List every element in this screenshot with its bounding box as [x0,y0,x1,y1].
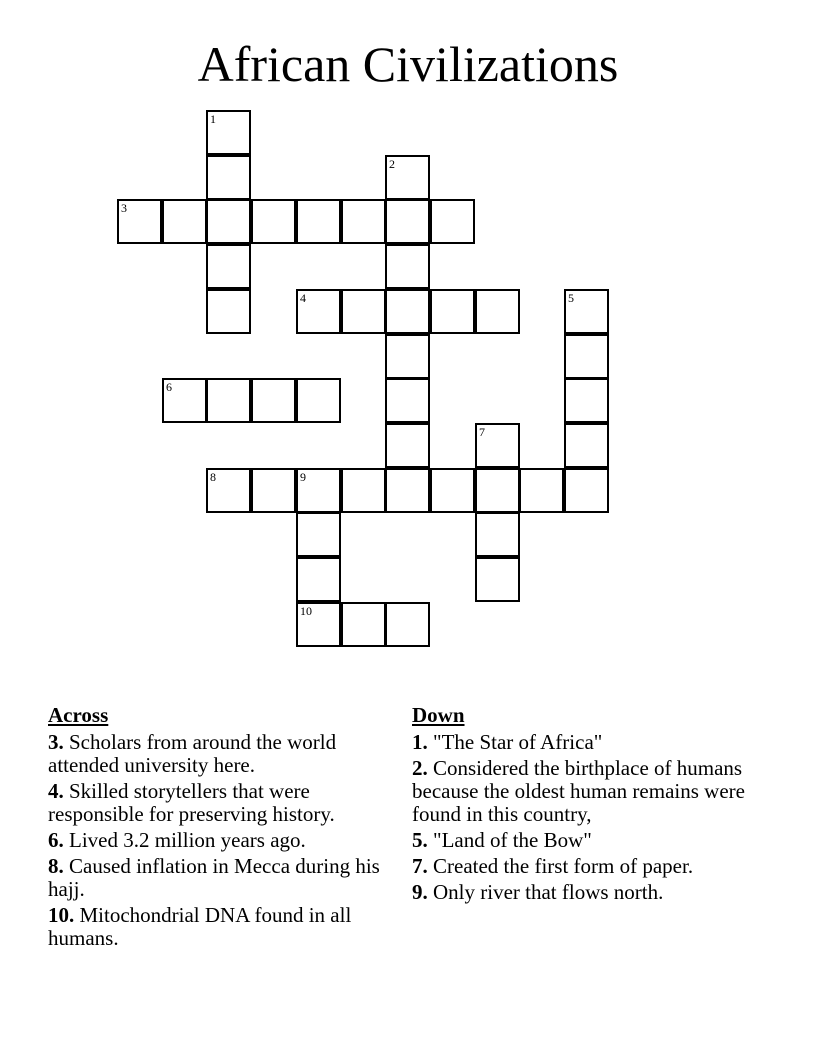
grid-cell[interactable] [296,199,341,244]
grid-cell[interactable] [296,602,341,647]
grid-cell[interactable] [296,378,341,423]
grid-cell[interactable] [162,199,207,244]
grid-cell[interactable] [475,423,520,468]
clue-number: 6 [166,380,172,394]
across-heading: Across [48,703,109,727]
grid-cell[interactable] [206,378,251,423]
clue-text: Considered the birthplace of humans because the oldest human remains were found in this country, [412,756,745,826]
clue-number: 10. [48,903,75,927]
grid-cell[interactable] [341,468,386,513]
grid-cell[interactable] [430,199,475,244]
grid-cell[interactable] [519,468,564,513]
clue-number: 1. [412,730,428,754]
clue-number: 7 [479,425,485,439]
clue-number: 9. [412,880,428,904]
grid-cell[interactable] [296,468,341,513]
clue-number: 2. [412,756,428,780]
clue-text: Only river that flows north. [427,880,664,904]
grid-cell[interactable] [341,199,386,244]
clue-number: 8 [210,470,216,484]
grid-cell[interactable] [385,378,430,423]
grid-cell[interactable] [206,468,251,513]
grid-cell[interactable] [385,155,430,200]
grid-cell[interactable] [475,512,520,557]
grid-cell[interactable] [385,289,430,334]
clue-number: 5. [412,828,428,852]
clue-text: Scholars from around the world attended university here. [48,730,337,777]
clue-number: 6. [48,828,64,852]
grid-cell[interactable] [206,289,251,334]
grid-cell[interactable] [475,557,520,602]
clue-number: 4 [300,291,306,305]
down-clue-list [412,731,772,904]
grid-cell[interactable] [430,468,475,513]
grid-cell[interactable] [251,199,296,244]
grid-cell[interactable] [206,199,251,244]
clue-number: 10 [300,604,312,618]
grid-cell[interactable] [430,289,475,334]
clue-number: 5 [568,291,574,305]
clue-text: Mitochondrial DNA found in all humans. [48,903,352,950]
clue-number: 2 [389,157,395,171]
grid-cell[interactable] [564,468,609,513]
clue-text: "The Star of Africa" [427,730,603,754]
down-clue [412,731,772,754]
grid-cell[interactable] [341,289,386,334]
grid-cell[interactable] [341,602,386,647]
grid-cell[interactable] [475,468,520,513]
across-clues [48,703,388,953]
down-clue [412,881,772,904]
across-clue-list [48,731,388,950]
grid-cell[interactable] [564,423,609,468]
clue-number: 4. [48,779,64,803]
down-clue [412,757,772,826]
grid-cell[interactable] [385,423,430,468]
grid-cell[interactable] [475,289,520,334]
grid-cell[interactable] [564,289,609,334]
grid-cell[interactable] [206,110,251,155]
clue-number: 3. [48,730,64,754]
page-title: African Civilizations [197,36,619,92]
clue-number: 7. [412,854,428,878]
grid-cell[interactable] [251,378,296,423]
grid-cell[interactable] [385,334,430,379]
grid-cell[interactable] [564,334,609,379]
grid-cell[interactable] [117,199,162,244]
across-clue [48,904,388,950]
down-clue [412,829,772,852]
clue-number: 3 [121,201,127,215]
down-clues [412,703,772,907]
grid-cell[interactable] [385,199,430,244]
grid-cell[interactable] [385,244,430,289]
clue-number: 9 [300,470,306,484]
grid-cell[interactable] [251,468,296,513]
clue-number: 1 [210,112,216,126]
clue-text: Skilled storytellers that were responsible for preserving history. [48,779,335,826]
clue-text: Caused inflation in Mecca during his hajj. [48,854,380,901]
grid-cell[interactable] [206,155,251,200]
clue-number: 8. [48,854,64,878]
across-clue [48,855,388,901]
grid-cell[interactable] [206,244,251,289]
grid-cell[interactable] [385,602,430,647]
grid-cell[interactable] [296,512,341,557]
down-heading: Down [412,703,465,727]
grid-cell[interactable] [296,289,341,334]
grid-cell[interactable] [162,378,207,423]
grid-cell[interactable] [385,468,430,513]
grid-cell[interactable] [564,378,609,423]
clue-text: Created the first form of paper. [427,854,694,878]
across-clue [48,731,388,777]
across-clue [48,780,388,826]
down-clue [412,855,772,878]
clue-text: "Land of the Bow" [427,828,592,852]
across-clue [48,829,388,852]
clue-text: Lived 3.2 million years ago. [63,828,306,852]
grid-cell[interactable] [296,557,341,602]
